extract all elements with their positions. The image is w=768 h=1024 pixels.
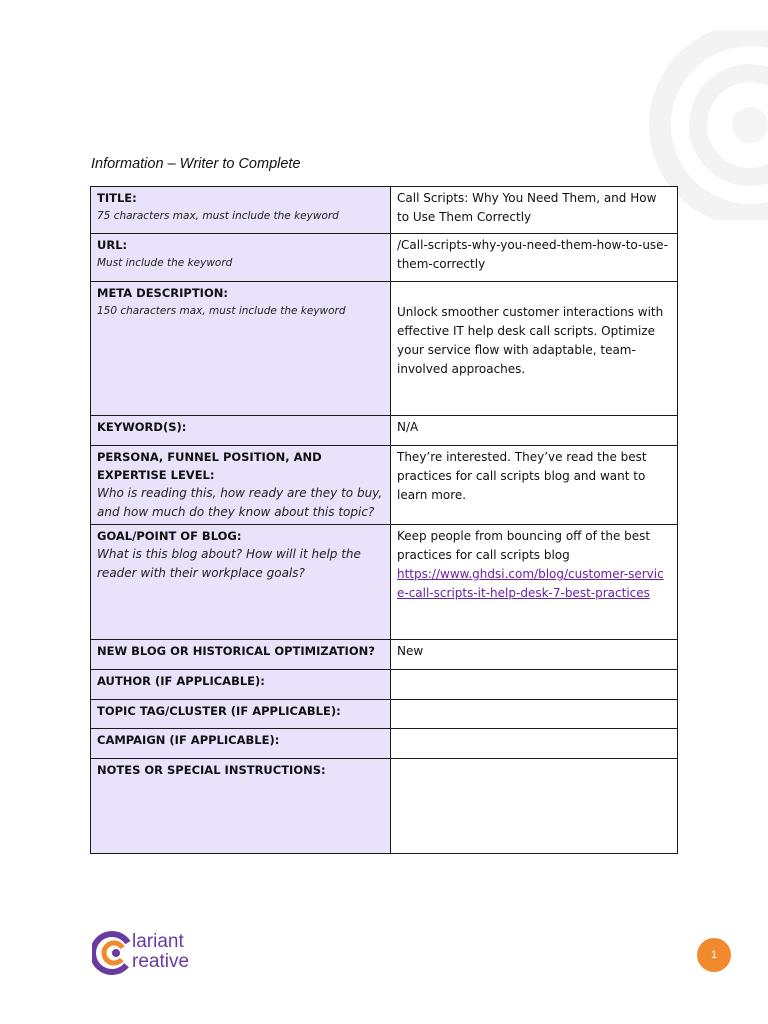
row-value-cell[interactable]: Unlock smoother customer interactions with effective IT help desk call scripts. Optimize your service flow with adaptable, team-involved approaches. <box>391 282 678 416</box>
row-value-cell[interactable]: /Call-scripts-why-you-need-them-how-to-use-them-correctly <box>391 234 678 282</box>
row-label: GOAL/POINT OF BLOG: <box>97 529 242 543</box>
row-hint: What is this blog about? How will it help the reader with their workplace goals? <box>97 547 361 580</box>
row-hint: 75 characters max, must include the keyword <box>97 210 339 222</box>
row-value-cell[interactable]: N/A <box>391 416 678 446</box>
blog-link[interactable]: https://www.ghdsi.com/blog/customer-service-call-scripts-it-help-desk-7-best-practices <box>397 567 664 600</box>
table-row <box>91 759 678 854</box>
row-value-cell[interactable] <box>391 670 678 700</box>
row-label: PERSONA, FUNNEL POSITION, AND EXPERTISE LEVEL: <box>97 450 322 482</box>
row-value-text[interactable]: Keep people from bouncing off of the best practices for call scripts blog <box>397 529 651 562</box>
row-label: AUTHOR (IF APPLICABLE): <box>97 674 265 688</box>
row-value-cell[interactable]: Call Scripts: Why You Need Them, and How to Use Them Correctly <box>391 187 678 234</box>
row-hint: Must include the keyword <box>97 257 233 269</box>
row-value-cell <box>391 525 678 640</box>
table-row <box>91 282 678 416</box>
row-label-cell <box>91 446 391 525</box>
row-label: CAMPAIGN (IF APPLICABLE): <box>97 733 280 747</box>
row-label-cell <box>91 187 391 234</box>
table-row <box>91 187 678 234</box>
row-value-cell[interactable] <box>391 729 678 759</box>
row-label-cell <box>91 700 391 729</box>
row-label-cell <box>91 670 391 700</box>
row-value-cell[interactable] <box>391 700 678 729</box>
table-row <box>91 525 678 640</box>
row-label: TOPIC TAG/CLUSTER (IF APPLICABLE): <box>97 704 341 718</box>
table-row <box>91 234 678 282</box>
table-row <box>91 640 678 670</box>
table-row <box>91 729 678 759</box>
row-label-cell <box>91 759 391 854</box>
row-label: TITLE: <box>97 191 137 205</box>
row-label: KEYWORD(S): <box>97 420 187 434</box>
row-label-cell <box>91 234 391 282</box>
row-hint: Who is reading this, how ready are they to buy, and how much do they know about this topic? <box>97 486 383 519</box>
row-value-cell[interactable]: New <box>391 640 678 670</box>
logo-line-1: lariant <box>132 931 184 952</box>
row-value-cell[interactable] <box>391 759 678 854</box>
row-value-cell[interactable]: They’re interested. They’ve read the best practices for call scripts blog and want to learn more. <box>391 446 678 525</box>
page-number-badge: 1 <box>697 938 731 972</box>
row-label-cell <box>91 640 391 670</box>
table-row <box>91 446 678 525</box>
logo-line-2: reative <box>132 951 190 972</box>
row-label-cell <box>91 282 391 416</box>
table-row <box>91 416 678 446</box>
writer-info-table <box>90 186 678 854</box>
logo-wordmark <box>132 932 189 972</box>
section-heading: Information – Writer to Complete <box>91 156 301 172</box>
table-row <box>91 700 678 729</box>
row-label: URL: <box>97 238 128 252</box>
row-label-cell <box>91 525 391 640</box>
row-label: NEW BLOG OR HISTORICAL OPTIMIZATION? <box>97 644 375 658</box>
row-label-cell <box>91 416 391 446</box>
row-hint: 150 characters max, must include the keyword <box>97 305 346 317</box>
row-label-cell <box>91 729 391 759</box>
row-label: META DESCRIPTION: <box>97 286 228 300</box>
row-label: NOTES OR SPECIAL INSTRUCTIONS: <box>97 763 326 777</box>
table-row <box>91 670 678 700</box>
